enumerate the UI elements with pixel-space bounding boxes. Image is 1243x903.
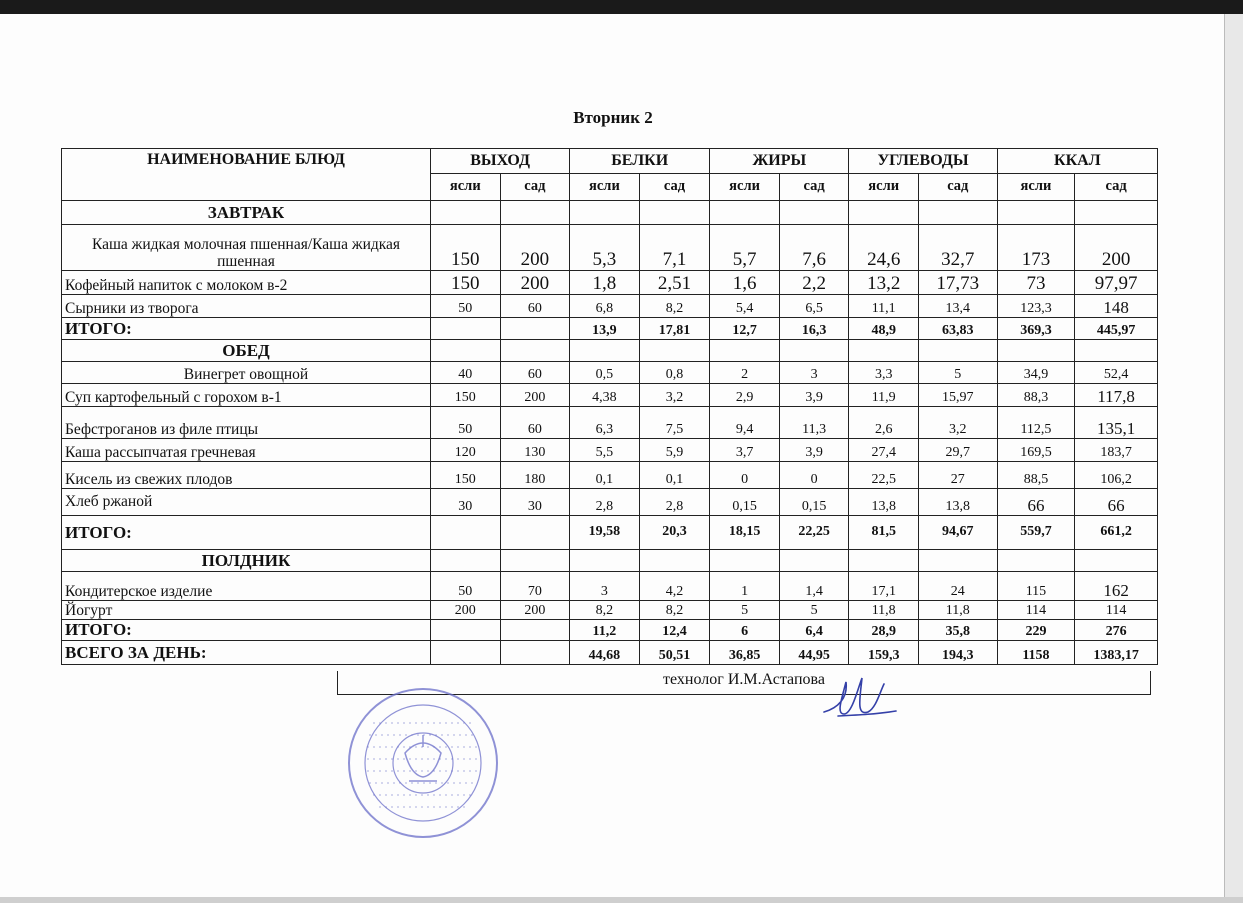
- cell-value: 5,7: [710, 225, 780, 271]
- cell-value: 3,3: [849, 362, 919, 384]
- cell-value: 559,7: [997, 516, 1075, 550]
- cell-value: 162: [1075, 572, 1158, 601]
- cell-value: 1,6: [710, 271, 780, 295]
- dish-row: [62, 384, 1158, 407]
- cell-value: 1383,17: [1075, 641, 1158, 665]
- cell-value: 8,2: [570, 601, 640, 620]
- dish-row: [62, 572, 1158, 601]
- cell-value: 5: [918, 362, 997, 384]
- dish-row: [62, 295, 1158, 318]
- cell-value: 94,67: [918, 516, 997, 550]
- scan-top-edge: [0, 0, 1243, 14]
- cell-value: 112,5: [997, 407, 1075, 439]
- cell-value: 159,3: [849, 641, 919, 665]
- cell-value: 20,3: [639, 516, 710, 550]
- cell-value: 29,7: [918, 439, 997, 462]
- cell-value: 6,4: [779, 620, 849, 641]
- official-stamp-icon: [343, 683, 503, 843]
- cell-value: 6,3: [570, 407, 640, 439]
- cell-value: 661,2: [1075, 516, 1158, 550]
- cell-value: 4,2: [639, 572, 710, 601]
- cell-value: 0: [779, 462, 849, 489]
- handwritten-signature-icon: [818, 668, 898, 720]
- dish-name: Каша рассыпчатая гречневая: [62, 439, 431, 462]
- header-row-groups: [62, 149, 1158, 174]
- cell-value: 70: [500, 572, 570, 601]
- cell-value: 445,97: [1075, 318, 1158, 340]
- cell-value: 183,7: [1075, 439, 1158, 462]
- cell-value: 88,3: [997, 384, 1075, 407]
- dish-row: [62, 225, 1158, 271]
- cell-value: 200: [500, 271, 570, 295]
- dish-row: [62, 407, 1158, 439]
- header-sub-kindergarten: сад: [500, 174, 570, 201]
- cell-value: 106,2: [1075, 462, 1158, 489]
- cell-value: 12,7: [710, 318, 780, 340]
- cell-value: 32,7: [918, 225, 997, 271]
- cell-value: 50: [431, 407, 501, 439]
- header-group-fat: ЖИРЫ: [710, 149, 849, 174]
- dish-row: [62, 462, 1158, 489]
- cell-value: [431, 318, 501, 340]
- dish-name: Сырники из творога: [62, 295, 431, 318]
- cell-value: 15,97: [918, 384, 997, 407]
- cell-value: 27,4: [849, 439, 919, 462]
- cell-value: 50,51: [639, 641, 710, 665]
- cell-value: [500, 620, 570, 641]
- cell-value: 11,8: [849, 601, 919, 620]
- cell-value: 34,9: [997, 362, 1075, 384]
- cell-value: 11,3: [779, 407, 849, 439]
- cell-value: 6,5: [779, 295, 849, 318]
- dish-name: Бефстроганов из филе птицы: [62, 407, 431, 439]
- cell-value: [500, 318, 570, 340]
- total-row-lunch: [62, 516, 1158, 550]
- cell-value: [431, 620, 501, 641]
- scan-right-edge: [1224, 14, 1243, 903]
- section-row-snack: [62, 550, 1158, 572]
- cell-value: 66: [997, 489, 1075, 516]
- section-title-lunch: ОБЕД: [62, 340, 431, 362]
- dish-name: Йогурт: [62, 601, 431, 620]
- cell-value: 88,5: [997, 462, 1075, 489]
- cell-value: 0,1: [639, 462, 710, 489]
- cell-value: 3,7: [710, 439, 780, 462]
- cell-value: 0,1: [570, 462, 640, 489]
- cell-value: 194,3: [918, 641, 997, 665]
- cell-value: 5: [779, 601, 849, 620]
- header-sub-nursery: ясли: [997, 174, 1075, 201]
- cell-value: 17,81: [639, 318, 710, 340]
- dish-name: Хлеб ржаной: [62, 489, 431, 516]
- dish-row: [62, 271, 1158, 295]
- section-row-lunch: [62, 340, 1158, 362]
- cell-value: 130: [500, 439, 570, 462]
- cell-value: 5,3: [570, 225, 640, 271]
- cell-value: 81,5: [849, 516, 919, 550]
- dish-name: Кисель из свежих плодов: [62, 462, 431, 489]
- header-group-kcal: ККАЛ: [997, 149, 1157, 174]
- cell-value: 2: [710, 362, 780, 384]
- cell-value: 150: [431, 384, 501, 407]
- cell-value: 148: [1075, 295, 1158, 318]
- header-sub-nursery: ясли: [849, 174, 919, 201]
- cell-value: 27: [918, 462, 997, 489]
- cell-value: 13,4: [918, 295, 997, 318]
- cell-value: 200: [431, 601, 501, 620]
- cell-value: 17,1: [849, 572, 919, 601]
- nutrition-table: [61, 148, 1158, 665]
- cell-value: 276: [1075, 620, 1158, 641]
- cell-value: 24,6: [849, 225, 919, 271]
- cell-value: 63,83: [918, 318, 997, 340]
- cell-value: 30: [500, 489, 570, 516]
- cell-value: 19,58: [570, 516, 640, 550]
- scan-bottom-edge: [0, 897, 1243, 903]
- cell-value: 48,9: [849, 318, 919, 340]
- cell-value: 30: [431, 489, 501, 516]
- header-sub-kindergarten: сад: [779, 174, 849, 201]
- header-group-protein: БЕЛКИ: [570, 149, 710, 174]
- cell-value: 36,85: [710, 641, 780, 665]
- cell-value: 22,5: [849, 462, 919, 489]
- total-row-day: [62, 641, 1158, 665]
- cell-value: 6,8: [570, 295, 640, 318]
- cell-value: 60: [500, 295, 570, 318]
- cell-value: 7,1: [639, 225, 710, 271]
- cell-value: 180: [500, 462, 570, 489]
- header-sub-kindergarten: сад: [639, 174, 710, 201]
- cell-value: 173: [997, 225, 1075, 271]
- dish-row: [62, 489, 1158, 516]
- cell-value: 1158: [997, 641, 1075, 665]
- total-row-breakfast: [62, 318, 1158, 340]
- cell-value: 16,3: [779, 318, 849, 340]
- section-title-breakfast: ЗАВТРАК: [62, 201, 431, 225]
- cell-value: 66: [1075, 489, 1158, 516]
- header-sub-kindergarten: сад: [1075, 174, 1158, 201]
- cell-value: 60: [500, 362, 570, 384]
- cell-value: 3,2: [918, 407, 997, 439]
- dish-name: Кондитерское изделие: [62, 572, 431, 601]
- cell-value: 117,8: [1075, 384, 1158, 407]
- total-label: ИТОГО:: [62, 620, 431, 641]
- cell-value: 8,2: [639, 601, 710, 620]
- cell-value: 0,5: [570, 362, 640, 384]
- total-label: ИТОГО:: [62, 318, 431, 340]
- cell-value: 50: [431, 572, 501, 601]
- cell-value: 2,2: [779, 271, 849, 295]
- cell-value: 114: [1075, 601, 1158, 620]
- header-sub-nursery: ясли: [431, 174, 501, 201]
- cell-value: 3: [570, 572, 640, 601]
- header-sub-kindergarten: сад: [918, 174, 997, 201]
- cell-value: 150: [431, 225, 501, 271]
- cell-value: 4,38: [570, 384, 640, 407]
- header-sub-nursery: ясли: [570, 174, 640, 201]
- cell-value: [500, 641, 570, 665]
- cell-value: 8,2: [639, 295, 710, 318]
- dish-name: Каша жидкая молочная пшенная/Каша жидкая пшенная: [62, 225, 431, 271]
- cell-value: 11,8: [918, 601, 997, 620]
- cell-value: 2,6: [849, 407, 919, 439]
- section-row-breakfast: [62, 201, 1158, 225]
- cell-value: 200: [500, 225, 570, 271]
- cell-value: 17,73: [918, 271, 997, 295]
- cell-value: [431, 641, 501, 665]
- dish-name: Винегрет овощной: [62, 362, 431, 384]
- cell-value: 123,3: [997, 295, 1075, 318]
- cell-value: 7,6: [779, 225, 849, 271]
- cell-value: 2,8: [570, 489, 640, 516]
- cell-value: 3,9: [779, 439, 849, 462]
- cell-value: 13,2: [849, 271, 919, 295]
- cell-value: 0,15: [710, 489, 780, 516]
- cell-value: 24: [918, 572, 997, 601]
- cell-value: 60: [500, 407, 570, 439]
- cell-value: 115: [997, 572, 1075, 601]
- cell-value: 6: [710, 620, 780, 641]
- cell-value: 1: [710, 572, 780, 601]
- cell-value: 11,9: [849, 384, 919, 407]
- dish-row: [62, 601, 1158, 620]
- total-row-snack: [62, 620, 1158, 641]
- cell-value: 28,9: [849, 620, 919, 641]
- cell-value: 13,8: [918, 489, 997, 516]
- cell-value: 18,15: [710, 516, 780, 550]
- header-group-carbs: УГЛЕВОДЫ: [849, 149, 997, 174]
- cell-value: 52,4: [1075, 362, 1158, 384]
- cell-value: 5: [710, 601, 780, 620]
- cell-value: 40: [431, 362, 501, 384]
- cell-value: 229: [997, 620, 1075, 641]
- cell-value: 97,97: [1075, 271, 1158, 295]
- cell-value: [500, 516, 570, 550]
- cell-value: 22,25: [779, 516, 849, 550]
- cell-value: 2,51: [639, 271, 710, 295]
- cell-value: 0,15: [779, 489, 849, 516]
- dish-row: [62, 362, 1158, 384]
- header-group-output: ВЫХОД: [431, 149, 570, 174]
- cell-value: 2,9: [710, 384, 780, 407]
- cell-value: 11,1: [849, 295, 919, 318]
- section-title-snack: ПОЛДНИК: [62, 550, 431, 572]
- cell-value: 150: [431, 462, 501, 489]
- cell-value: 5,4: [710, 295, 780, 318]
- cell-value: 3,9: [779, 384, 849, 407]
- header-name: НАИМЕНОВАНИЕ БЛЮД: [62, 149, 431, 201]
- cell-value: [431, 516, 501, 550]
- cell-value: 44,68: [570, 641, 640, 665]
- cell-value: 50: [431, 295, 501, 318]
- cell-value: 200: [500, 601, 570, 620]
- cell-value: 44,95: [779, 641, 849, 665]
- dish-name: Суп картофельный с горохом в-1: [62, 384, 431, 407]
- cell-value: 169,5: [997, 439, 1075, 462]
- cell-value: 150: [431, 271, 501, 295]
- total-label: ИТОГО:: [62, 516, 431, 550]
- cell-value: 73: [997, 271, 1075, 295]
- cell-value: 13,8: [849, 489, 919, 516]
- cell-value: 5,5: [570, 439, 640, 462]
- cell-value: 5,9: [639, 439, 710, 462]
- cell-value: 7,5: [639, 407, 710, 439]
- cell-value: 114: [997, 601, 1075, 620]
- cell-value: 3,2: [639, 384, 710, 407]
- header-sub-nursery: ясли: [710, 174, 780, 201]
- cell-value: 200: [500, 384, 570, 407]
- cell-value: 1,4: [779, 572, 849, 601]
- cell-value: 0: [710, 462, 780, 489]
- cell-value: 200: [1075, 225, 1158, 271]
- cell-value: 2,8: [639, 489, 710, 516]
- cell-value: 13,9: [570, 318, 640, 340]
- dish-name: Кофейный напиток с молоком в-2: [62, 271, 431, 295]
- technologist-signature-line: технолог И.М.Астапова: [337, 671, 1151, 695]
- cell-value: 0,8: [639, 362, 710, 384]
- cell-value: 120: [431, 439, 501, 462]
- cell-value: 3: [779, 362, 849, 384]
- cell-value: 11,2: [570, 620, 640, 641]
- day-total-label: ВСЕГО ЗА ДЕНЬ:: [62, 641, 431, 665]
- cell-value: 35,8: [918, 620, 997, 641]
- dish-row: [62, 439, 1158, 462]
- cell-value: 369,3: [997, 318, 1075, 340]
- cell-value: 135,1: [1075, 407, 1158, 439]
- cell-value: 1,8: [570, 271, 640, 295]
- cell-value: 9,4: [710, 407, 780, 439]
- page-title: Вторник 2: [573, 108, 653, 127]
- cell-value: 12,4: [639, 620, 710, 641]
